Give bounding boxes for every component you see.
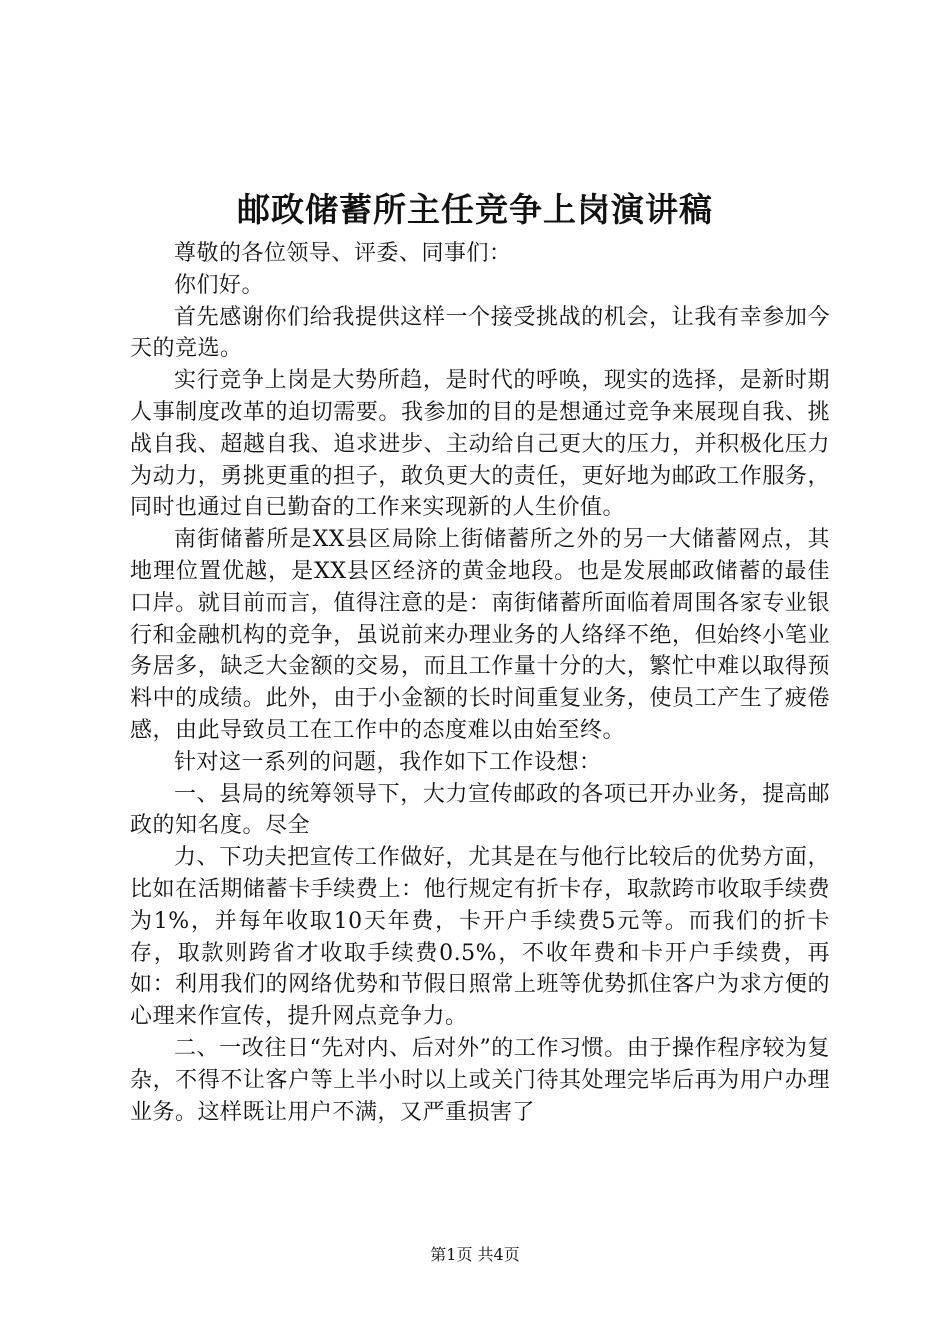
paragraph: 针对这一系列的问题，我作如下工作设想：	[174, 749, 602, 775]
paragraph: 实行竞争上岗是大势所趋，是时代的呼唤，现实的选择，是新时期人事制度改革的迫切需要。我参加的目的是想通过竞争来展现自我、挑战自我、超越自我、追求进步、主动给自己更大的压力，并积极化压力为动力，勇挑更重的担子，敢负更大的责任，更好地为邮政工作服务，同时也通过自已勤奋的工作来实现新的人生价值。	[130, 368, 830, 521]
paragraph: 二、一改往日“先对内、后对外”的工作习惯。由于操作程序较为复杂，不得不让客户等上半小时以上或关门待其处理完毕后再为用户办理业务。这样既让用户不满，又严重损害了	[130, 1035, 830, 1125]
paragraph: 首先感谢你们给我提供这样一个接受挑战的机会，让我有幸参加今天的竞选。	[130, 304, 830, 362]
paragraph: 力、下功夫把宣传工作做好，尤其是在与他行比较后的优势方面，比如在活期储蓄卡手续费上：他行规定有折卡存，取款跨市收取手续费为1%，并每年收取10天年费，卡开户手续费5元等。而我们的折卡存，取款则跨省才收取手续费0.5%，不收年费和卡开户手续费，再如：利用我们的网络优势和节假日照常上班等优势抓住客户为求方便的心理来作宣传，提升网点竞争力。	[130, 845, 830, 1030]
paragraph: 一、县局的统筹领导下，大力宣传邮政的各项已开办业务，提高邮政的知名度。尽全	[130, 781, 830, 839]
document-title: 邮政储蓄所主任竞争上岗演讲稿	[237, 190, 713, 229]
paragraph: 南街储蓄所是XX县区局除上街储蓄所之外的另一大储蓄网点，其地理位置优越，是XX县区经济的黄金地段。也是发展邮政储蓄的最佳口岸。就目前而言，值得注意的是：南街储蓄所面临着周围各家专业银行和金融机构的竞争，虽说前来办理业务的人络绎不绝，但始终小笔业务居多，缺乏大金额的交易，而且工作量十分的大，繁忙中难以取得预料中的成绩。此外，由于小金额的长时间重复业务，使员工产生了疲倦感，由此导致员工在工作中的态度难以由始至终。	[130, 527, 830, 743]
document-body	[130, 238, 830, 1128]
salutation: 尊敬的各位领导、评委、同事们：	[174, 241, 512, 266]
page-number-footer: 第1页 共4页	[430, 1245, 520, 1264]
greeting: 你们好。	[174, 272, 265, 298]
